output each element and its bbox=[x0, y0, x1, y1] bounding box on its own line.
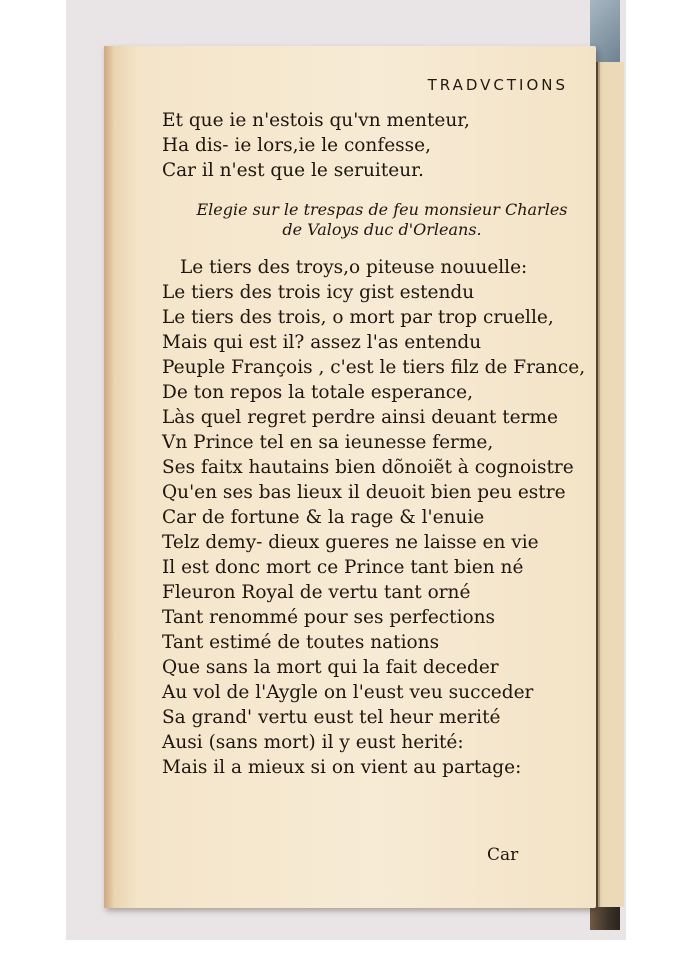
elegy-title-line: de Valoys duc d'Orleans. bbox=[282, 220, 482, 239]
verse-line: Le tiers des troys,o piteuse nouuelle: bbox=[180, 257, 528, 278]
verse-line: Et que ie n'estois qu'vn menteur, bbox=[162, 110, 470, 131]
verse-line: Ha dis- ie lors,ie le confesse, bbox=[162, 135, 431, 156]
verse-line: Que sans la mort qui la fait deceder bbox=[162, 657, 499, 678]
verse-line: Ausi (sans mort) il y eust herité: bbox=[162, 732, 464, 753]
verse-line: Peuple François , c'est le tiers filz de France, bbox=[162, 357, 586, 378]
verse-line: Le tiers des trois icy gist estendu bbox=[162, 282, 475, 303]
verse-line: Mais qui est il? assez l'as entendu bbox=[162, 332, 482, 353]
verse-line: Il est donc mort ce Prince tant bien né bbox=[162, 557, 524, 578]
page-text bbox=[162, 108, 592, 780]
verse-line: Tant renommé pour ses perfections bbox=[162, 607, 496, 628]
verse-line: Vn Prince tel en sa ieunesse ferme, bbox=[162, 432, 494, 453]
verse-line: Tant estimé de toutes nations bbox=[162, 632, 440, 653]
verse-line: De ton repos la totale esperance, bbox=[162, 382, 473, 403]
verse-line: Mais il a mieux si on vient au partage: bbox=[162, 757, 522, 778]
facing-page-edge bbox=[598, 62, 624, 907]
elegy-title bbox=[162, 200, 592, 240]
verse-line: Car il n'est que le seruiteur. bbox=[162, 160, 424, 181]
verse-line: Fleuron Royal de vertu tant orné bbox=[162, 582, 471, 603]
verse-line: Au vol de l'Aygle on l'eust veu succeder bbox=[162, 682, 534, 703]
elegy-title-line: Elegie sur le trespas de feu monsieur Charles bbox=[196, 200, 568, 219]
catchword: Car bbox=[487, 845, 519, 865]
verse-line: Ses faitx hautains bien dõnoiẽt à cognoistre bbox=[162, 457, 574, 478]
page-gutter-shadow bbox=[104, 46, 114, 908]
running-head: TRADVCTIONS bbox=[427, 76, 568, 94]
opening-stanza bbox=[162, 108, 592, 183]
verse-line: Sa grand' vertu eust tel heur merité bbox=[162, 707, 501, 728]
verse-line: Làs quel regret perdre ainsi deuant terme bbox=[162, 407, 558, 428]
book-page bbox=[104, 46, 596, 908]
verse-line: Qu'en ses bas lieux il deuoit bien peu estre bbox=[162, 482, 566, 503]
verse-line: Telz demy- dieux gueres ne laisse en vie bbox=[162, 532, 539, 553]
verse-line: Le tiers des trois, o mort par trop cruelle, bbox=[162, 307, 554, 328]
verse-line: Car de fortune & la rage & l'enuie bbox=[162, 507, 485, 528]
elegy-body bbox=[162, 255, 592, 780]
